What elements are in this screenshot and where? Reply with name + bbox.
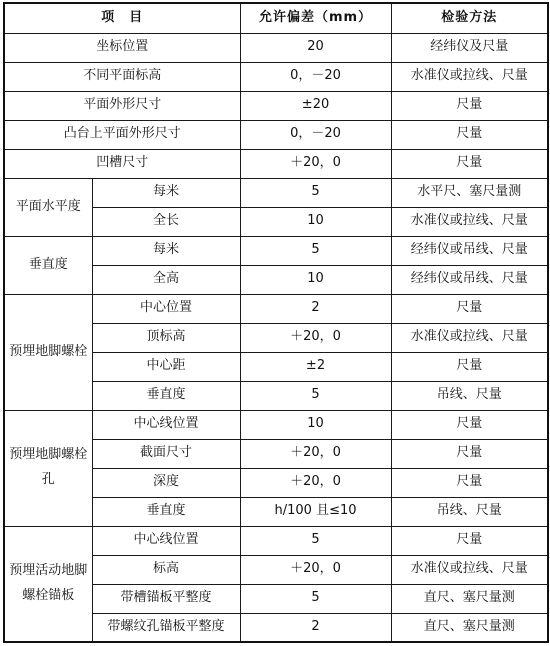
row-method: 尺量 bbox=[391, 91, 548, 120]
group-sub-item: 中心线位置 bbox=[92, 526, 240, 555]
group-method: 尺量 bbox=[391, 410, 548, 439]
row-method: 水准仪或拉线、尺量 bbox=[391, 62, 548, 91]
group-title: 预埋地脚螺栓孔 bbox=[4, 410, 92, 526]
table-header-row bbox=[4, 3, 548, 33]
row-value: 0，－20 bbox=[240, 120, 391, 149]
group-value: ＋20，0 bbox=[240, 555, 391, 584]
group-value: 10 bbox=[240, 265, 391, 294]
group-value: ＋20，0 bbox=[240, 468, 391, 497]
row-method: 尺量 bbox=[391, 120, 548, 149]
group-method: 直尺、塞尺量测 bbox=[391, 613, 548, 642]
group-title: 垂直度 bbox=[4, 236, 92, 294]
group-value: h/100 且≤10 bbox=[240, 497, 391, 526]
group-value: 10 bbox=[240, 207, 391, 236]
group-title: 预埋地脚螺栓 bbox=[4, 294, 92, 410]
table-row bbox=[4, 149, 548, 178]
header-item: 项 目 bbox=[4, 3, 240, 33]
group-method: 水准仪或拉线、尺量 bbox=[391, 207, 548, 236]
row-method: 经纬仪及尺量 bbox=[391, 33, 548, 62]
group-method: 尺量 bbox=[391, 468, 548, 497]
group-value: 2 bbox=[240, 613, 391, 642]
table-row bbox=[4, 236, 548, 265]
group-value: 10 bbox=[240, 410, 391, 439]
group-value: 5 bbox=[240, 584, 391, 613]
table-row bbox=[4, 120, 548, 149]
group-sub-item: 全高 bbox=[92, 265, 240, 294]
row-value: ±20 bbox=[240, 91, 391, 120]
table-row bbox=[4, 294, 548, 323]
group-sub-item: 垂直度 bbox=[92, 381, 240, 410]
deviation-table bbox=[3, 2, 549, 643]
group-method: 直尺、塞尺量测 bbox=[391, 584, 548, 613]
table-row bbox=[4, 91, 548, 120]
group-method: 经纬仪或吊线、尺量 bbox=[391, 236, 548, 265]
group-method: 水准仪或拉线、尺量 bbox=[391, 555, 548, 584]
group-value: 5 bbox=[240, 236, 391, 265]
group-sub-item: 带槽锚板平整度 bbox=[92, 584, 240, 613]
group-sub-item: 标高 bbox=[92, 555, 240, 584]
header-deviation: 允许偏差（mm） bbox=[240, 3, 391, 33]
group-sub-item: 中心位置 bbox=[92, 294, 240, 323]
group-method: 水准仪或拉线、尺量 bbox=[391, 323, 548, 352]
group-method: 尺量 bbox=[391, 526, 548, 555]
row-value: 20 bbox=[240, 33, 391, 62]
table-row bbox=[4, 62, 548, 91]
group-value: 5 bbox=[240, 178, 391, 207]
group-method: 经纬仪或吊线、尺量 bbox=[391, 265, 548, 294]
group-value: ±2 bbox=[240, 352, 391, 381]
group-sub-item: 每米 bbox=[92, 236, 240, 265]
group-method: 吊线、尺量 bbox=[391, 497, 548, 526]
table-row bbox=[4, 526, 548, 555]
table-row bbox=[4, 33, 548, 62]
group-sub-item: 中心距 bbox=[92, 352, 240, 381]
group-sub-item: 全长 bbox=[92, 207, 240, 236]
group-sub-item: 深度 bbox=[92, 468, 240, 497]
group-method: 吊线、尺量 bbox=[391, 381, 548, 410]
row-item: 凹槽尺寸 bbox=[4, 149, 240, 178]
group-method: 尺量 bbox=[391, 294, 548, 323]
group-sub-item: 中心线位置 bbox=[92, 410, 240, 439]
group-value: ＋20，0 bbox=[240, 439, 391, 468]
group-title: 平面水平度 bbox=[4, 178, 92, 236]
group-sub-item: 带螺纹孔锚板平整度 bbox=[92, 613, 240, 642]
row-item: 凸台上平面外形尺寸 bbox=[4, 120, 240, 149]
group-value: ＋20，0 bbox=[240, 323, 391, 352]
group-method: 尺量 bbox=[391, 439, 548, 468]
row-item: 坐标位置 bbox=[4, 33, 240, 62]
group-sub-item: 顶标高 bbox=[92, 323, 240, 352]
row-item: 平面外形尺寸 bbox=[4, 91, 240, 120]
group-value: 5 bbox=[240, 381, 391, 410]
row-value: ＋20，0 bbox=[240, 149, 391, 178]
header-method: 检验方法 bbox=[391, 3, 548, 33]
row-value: 0，－20 bbox=[240, 62, 391, 91]
table-row bbox=[4, 410, 548, 439]
group-sub-item: 垂直度 bbox=[92, 497, 240, 526]
group-sub-item: 截面尺寸 bbox=[92, 439, 240, 468]
group-title: 预埋活动地脚螺栓锚板 bbox=[4, 526, 92, 642]
group-value: 2 bbox=[240, 294, 391, 323]
group-value: 5 bbox=[240, 526, 391, 555]
group-method: 水平尺、塞尺量测 bbox=[391, 178, 548, 207]
group-method: 尺量 bbox=[391, 352, 548, 381]
row-item: 不同平面标高 bbox=[4, 62, 240, 91]
group-sub-item: 每米 bbox=[92, 178, 240, 207]
row-method: 尺量 bbox=[391, 149, 548, 178]
table-row bbox=[4, 178, 548, 207]
